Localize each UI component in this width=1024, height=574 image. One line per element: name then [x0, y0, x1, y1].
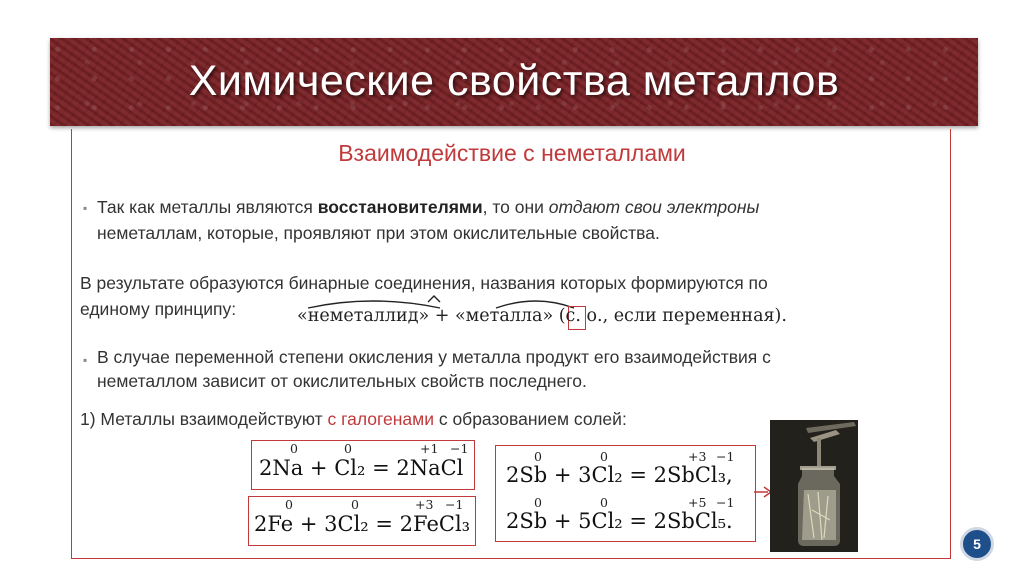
- oxidation-state: −1: [716, 449, 735, 464]
- flask-illustration: [770, 420, 858, 552]
- oxidation-state: 0: [534, 495, 542, 510]
- equation: 2Sb + 3Cl₂ = 2SbCl₃,: [506, 463, 733, 487]
- formula-part: «неметаллид» + «металл: [297, 306, 533, 326]
- formula-boxed-ending: а: [532, 306, 543, 326]
- oxidation-state: 0: [285, 497, 293, 512]
- paragraph-reductants: [97, 194, 759, 246]
- equation-box-fe: [248, 496, 476, 546]
- text-run: В результате образуются бинарные соединения, названия которых формируются по: [80, 273, 768, 293]
- oxidation-state: −1: [445, 497, 464, 512]
- oxidation-state: 0: [290, 441, 298, 456]
- oxidation-state: 0: [600, 449, 608, 464]
- highlight-term: с галогенами: [327, 409, 434, 429]
- caret-mark: [428, 296, 440, 302]
- oxidation-state: 0: [351, 497, 359, 512]
- paragraph-variable-oxidation: [97, 345, 771, 393]
- text-run: , то они: [482, 197, 549, 217]
- oxidation-state: 0: [534, 449, 542, 464]
- equation: 2Na + Cl₂ = 2NaCl: [259, 456, 464, 480]
- bullet-marker: ▪: [83, 353, 88, 367]
- slide-title: Химические свойства металлов: [188, 57, 840, 105]
- slide-subtitle: Взаимодействие с неметаллами: [338, 140, 686, 166]
- oxidation-state: 0: [344, 441, 352, 456]
- text-run: Так как металлы являются: [97, 197, 318, 217]
- text-run: неметаллом зависит от окислительных свойств последнего.: [97, 371, 587, 391]
- oxidation-state: 0: [600, 495, 608, 510]
- text-run: В случае переменной степени окисления у металла продукт его взаимодействия с: [97, 347, 771, 367]
- text-run: 1) Металлы взаимодействуют: [80, 409, 328, 429]
- formula-part: » (с. о., если переменная).: [542, 306, 787, 326]
- naming-formula: [297, 306, 787, 326]
- oxidation-state: −1: [716, 495, 735, 510]
- oxidation-state: +3: [415, 497, 434, 512]
- reaction-photo: [770, 420, 858, 552]
- equation: 2Fe + 3Cl₂ = 2FeCl₃: [254, 512, 471, 536]
- text-run: с образованием солей:: [433, 409, 627, 429]
- text-run: единому принципу:: [80, 299, 237, 319]
- oxidation-state: +5: [688, 495, 707, 510]
- title-banner: [50, 38, 978, 126]
- page-number-badge: 5: [960, 527, 994, 561]
- equation-box-sb: [495, 445, 756, 542]
- bullet-marker: ▪: [83, 201, 88, 215]
- oxidation-state: +3: [688, 449, 707, 464]
- oxidation-state: +1: [420, 441, 439, 456]
- text-run: неметаллам, которые, проявляют при этом окислительные свойства.: [97, 223, 660, 243]
- equation: 2Sb + 5Cl₂ = 2SbCl₅.: [506, 509, 733, 533]
- oxidation-state: −1: [450, 441, 469, 456]
- bold-term: восстановителями: [317, 197, 483, 217]
- paragraph-halogens: [80, 406, 627, 432]
- italic-term: отдают свои электроны: [548, 197, 760, 217]
- equation-box-na: [251, 440, 475, 490]
